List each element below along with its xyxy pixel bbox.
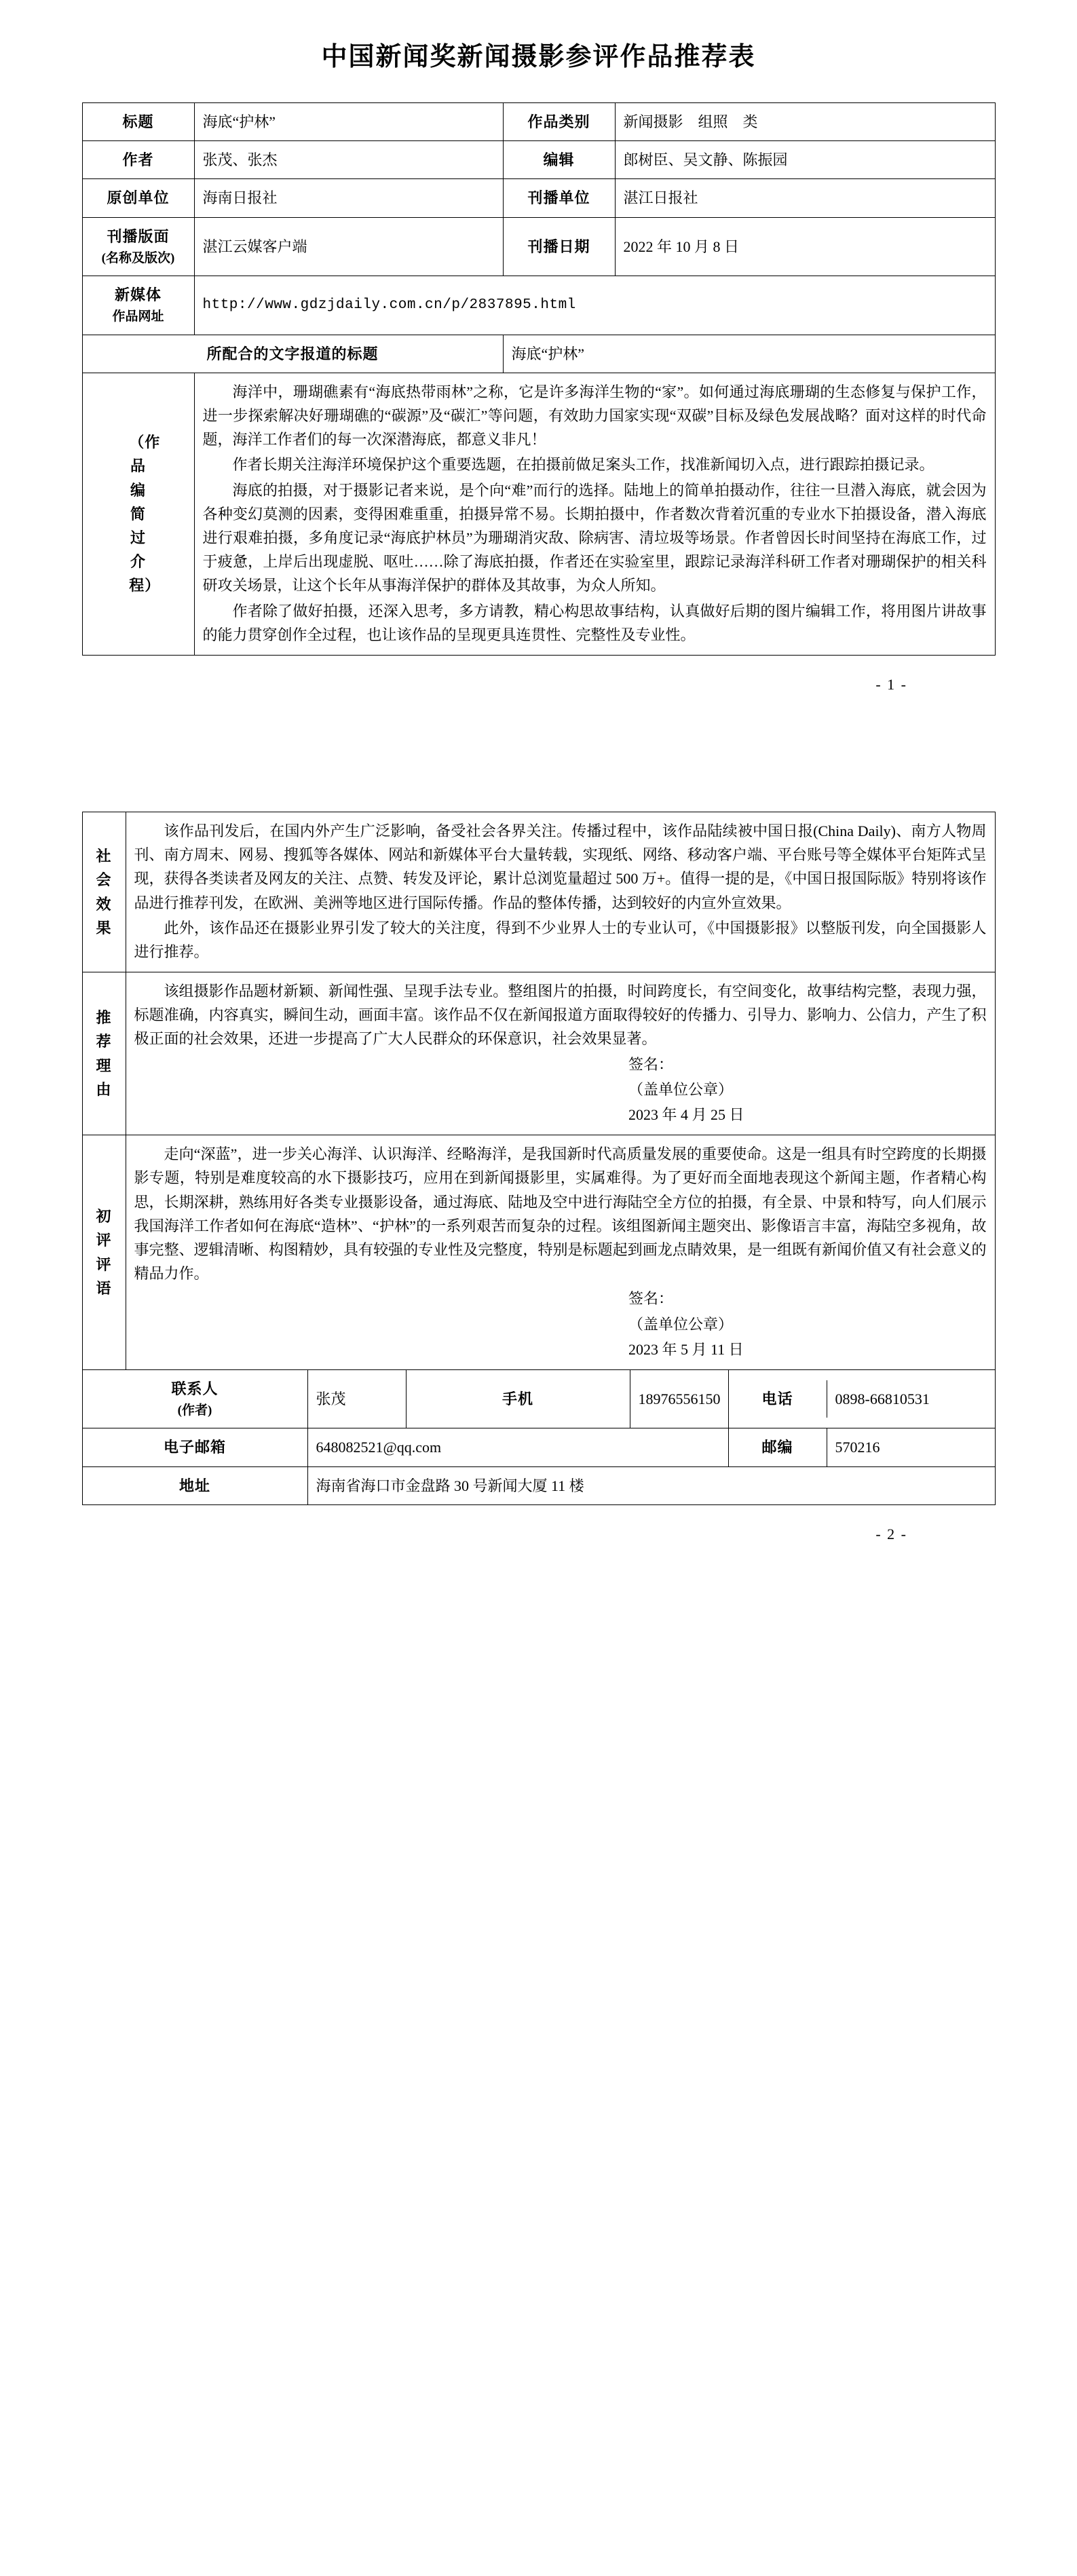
table-row	[82, 103, 995, 141]
page-break	[0, 694, 1077, 775]
publish-page-label-main: 刊播版面	[107, 227, 170, 245]
origin-unit-label: 原创单位	[82, 179, 194, 217]
table-row	[82, 373, 995, 655]
zip-label: 邮编	[729, 1428, 827, 1466]
author-value: 张茂、张杰	[194, 141, 503, 179]
recommend-reason-label-text: 推荐理由	[96, 1009, 112, 1098]
address-value: 海南省海口市金盘路 30 号新闻大厦 11 楼	[307, 1466, 995, 1504]
matched-report-label: 所配合的文字报道的标题	[82, 335, 503, 373]
summary-paragraph: 海底的拍摄，对于摄影记者来说，是个向“难”而行的选择。陆地上的简单拍摄动作，往往一旦潜入海底，就会因为各种变幻莫测的因素，变得困难重重，拍摄异常不易。长期拍摄中，作者数次背着沉重的专业水下拍摄设备，潜入海底进行艰难拍摄，多角度记录“海底护林员”为珊瑚消灾敌、除病害、清垃圾等场景。作者曾因长时间坚持在海底工作，过于疲惫，上岸后出现虚脱、呕吐……除了海底拍摄，作者还在实验室里，跟踪记录海洋科研工作者对珊瑚保护的相关科研攻关场景，让这个长年从事海洋保护的群体及其故事，为众人所知。	[202, 481, 987, 594]
table-row	[82, 276, 995, 335]
social-effect-body	[126, 812, 995, 972]
author-label: 作者	[82, 141, 194, 179]
title-value: 海底“护林”	[194, 103, 503, 141]
bottom-margin	[81, 1543, 996, 1570]
first-review-body	[126, 1135, 995, 1370]
recommendation-form-table-2	[82, 812, 996, 1505]
recommend-reason-signature: 签名：	[628, 1055, 673, 1073]
category-value: 新闻摄影 组照 类	[615, 103, 995, 141]
email-value: 648082521@qq.com	[307, 1428, 728, 1466]
zip-value: 570216	[835, 1439, 880, 1456]
recommend-reason-date: 2023 年 4 月 25 日	[628, 1106, 744, 1124]
table-row	[82, 1466, 995, 1504]
table-row	[82, 335, 995, 373]
recommendation-form-table-1	[82, 102, 996, 656]
phone-value: 0898-66810531	[835, 1390, 930, 1408]
recommend-reason-seal: （盖单位公章）	[628, 1080, 733, 1098]
social-effect-label-text: 社会效果	[96, 848, 112, 936]
publish-page-value: 湛江云媒客户端	[194, 217, 503, 276]
summary-paragraph: 海洋中，珊瑚礁素有“海底热带雨林”之称，它是许多海洋生物的“家”。如何通过海底珊瑚的生态修复与保护工作，进一步探索解决好珊瑚礁的“碳源”及“碳汇”等问题，有效助力国家实现“双碳”目标及绿色发展战略？面对这样的时代命题，海洋工作者们的每一次深潜海底，都意义非凡！	[202, 383, 987, 449]
table-row	[82, 1135, 995, 1370]
table-row	[82, 972, 995, 1135]
recommend-reason-label	[82, 972, 126, 1135]
publish-page-label-sub: (名称及版次)	[101, 250, 175, 265]
summary-label-text: （作品编简过介程）	[129, 434, 161, 594]
summary-paragraph: 作者长期关注海洋环境保护这个重要选题，在拍摄前做足案头工作，找准新闻切入点，进行跟踪拍摄记录。	[232, 456, 934, 474]
page-number-1: - 1 -	[875, 675, 907, 693]
contact-label	[82, 1369, 307, 1428]
address-label: 地址	[82, 1466, 307, 1504]
first-review-signature: 签名：	[628, 1290, 673, 1308]
mobile-label: 手机	[406, 1369, 630, 1428]
first-review-date: 2023 年 5 月 11 日	[628, 1340, 744, 1358]
summary-label	[82, 373, 194, 655]
phone-label: 电话	[729, 1380, 827, 1418]
new-media-url-label-line2: 作品网址	[112, 309, 164, 324]
phone-cell	[728, 1369, 995, 1428]
page-title: 中国新闻奖新闻摄影参评作品推荐表	[321, 43, 756, 71]
page-2	[0, 775, 1077, 1570]
zip-cell	[728, 1428, 995, 1466]
publish-date-label: 刊播日期	[503, 217, 615, 276]
mobile-value: 18976556150	[630, 1369, 728, 1428]
table-row	[82, 141, 995, 179]
publish-date-value: 2022 年 10 月 8 日	[615, 217, 995, 276]
table-row	[82, 1369, 995, 1428]
origin-unit-value: 海南日报社	[194, 179, 503, 217]
title-label: 标题	[82, 103, 194, 141]
recommend-reason-body	[126, 972, 995, 1135]
email-label: 电子邮箱	[82, 1428, 307, 1466]
social-effect-paragraph: 此外，该作品还在摄影业界引发了较大的关注度，得到不少业界人士的专业认可，《中国摄影报》以整版刊发，向全国摄影人进行推荐。	[134, 919, 987, 960]
first-review-label-text: 初评评语	[96, 1208, 112, 1297]
category-label: 作品类别	[503, 103, 615, 141]
table-row	[82, 812, 995, 972]
editor-label: 编辑	[503, 141, 615, 179]
page-number-2: - 2 -	[875, 1525, 907, 1542]
first-review-label	[82, 1135, 126, 1370]
contact-label-sub: (作者)	[177, 1403, 212, 1418]
publish-unit-label: 刊播单位	[503, 179, 615, 217]
summary-paragraph: 作者除了做好拍摄，还深入思考，多方请教，精心构思故事结构，认真做好后期的图片编辑工作，将用图片讲故事的能力贯穿创作全过程，也让该作品的呈现更具连贯性、完整性及专业性。	[202, 602, 987, 643]
social-effect-label	[82, 812, 126, 972]
page-1	[0, 0, 1077, 694]
first-review-seal: （盖单位公章）	[628, 1315, 733, 1333]
social-effect-paragraph: 该作品刊发后，在国内外产生广泛影响，备受社会各界关注。传播过程中，该作品陆续被中国日报(China Daily)、南方人物周刊、南方周末、网易、搜狐等各媒体、网站和新媒体平台大量转载，实现纸、网络、移动客户端、平台账号等全媒体平台矩阵式呈现，获得各类读者及网友的关注、点赞、转发及评论，累计总浏览量超过 500 万+。值得一提的是，《中国日报国际版》特别将该作品进行推荐刊发，在欧洲、美洲等地区进行国际传播。作品的整体传播，达到较好的内宣外宣效果。	[134, 822, 987, 911]
editor-value: 郎树臣、吴文静、陈振园	[615, 141, 995, 179]
matched-report-value: 海底“护林”	[503, 335, 995, 373]
table-row	[82, 1428, 995, 1466]
table-row	[82, 217, 995, 276]
new-media-url-value[interactable]: http://www.gdzjdaily.com.cn/p/2837895.html	[194, 276, 995, 335]
page-2-top-margin	[81, 775, 996, 812]
recommend-reason-paragraph: 该组摄影作品题材新颖、新闻性强、呈现手法专业。整组图片的拍摄，时间跨度长，有空间变化，故事结构完整，表现力强，标题准确，内容真实，瞬间生动，画面丰富。该作品不仅在新闻报道方面取得较好的传播力、引导力、影响力、公信力，产生了积极正面的社会效果，还进一步提高了广大人民群众的环保意识，社会效果显著。	[134, 983, 987, 1048]
summary-body	[194, 373, 995, 655]
new-media-url-label	[82, 276, 194, 335]
contact-label-main: 联系人	[171, 1380, 219, 1397]
publish-page-label	[82, 217, 194, 276]
new-media-url-label-line1: 新媒体	[114, 286, 162, 304]
table-row	[82, 179, 995, 217]
publish-unit-value: 湛江日报社	[615, 179, 995, 217]
contact-value: 张茂	[307, 1369, 406, 1428]
first-review-paragraph: 走向“深蓝”，进一步关心海洋、认识海洋、经略海洋，是我国新时代高质量发展的重要使命。这是一组具有时空跨度的长期摄影专题，特别是难度较高的水下摄影技巧，应用在到新闻摄影里，实属难得。为了更好而全面地表现这个新闻主题，作者精心构思，长期深耕，熟练用好各类专业摄影设备，通过海底、陆地及空中进行海陆空全方位的拍摄，有全景、中景和特写，向人们展示我国海洋工作者如何在海底“造林”、“护林”的一系列艰苦而复杂的过程。该组图新闻主题突出、影像语言丰富，海陆空多视角，故事完整、逻辑清晰、构图精妙，具有较强的专业性及完整度，特别是标题起到画龙点睛效果，是一组既有新闻价值又有社会意义的精品力作。	[134, 1145, 987, 1283]
